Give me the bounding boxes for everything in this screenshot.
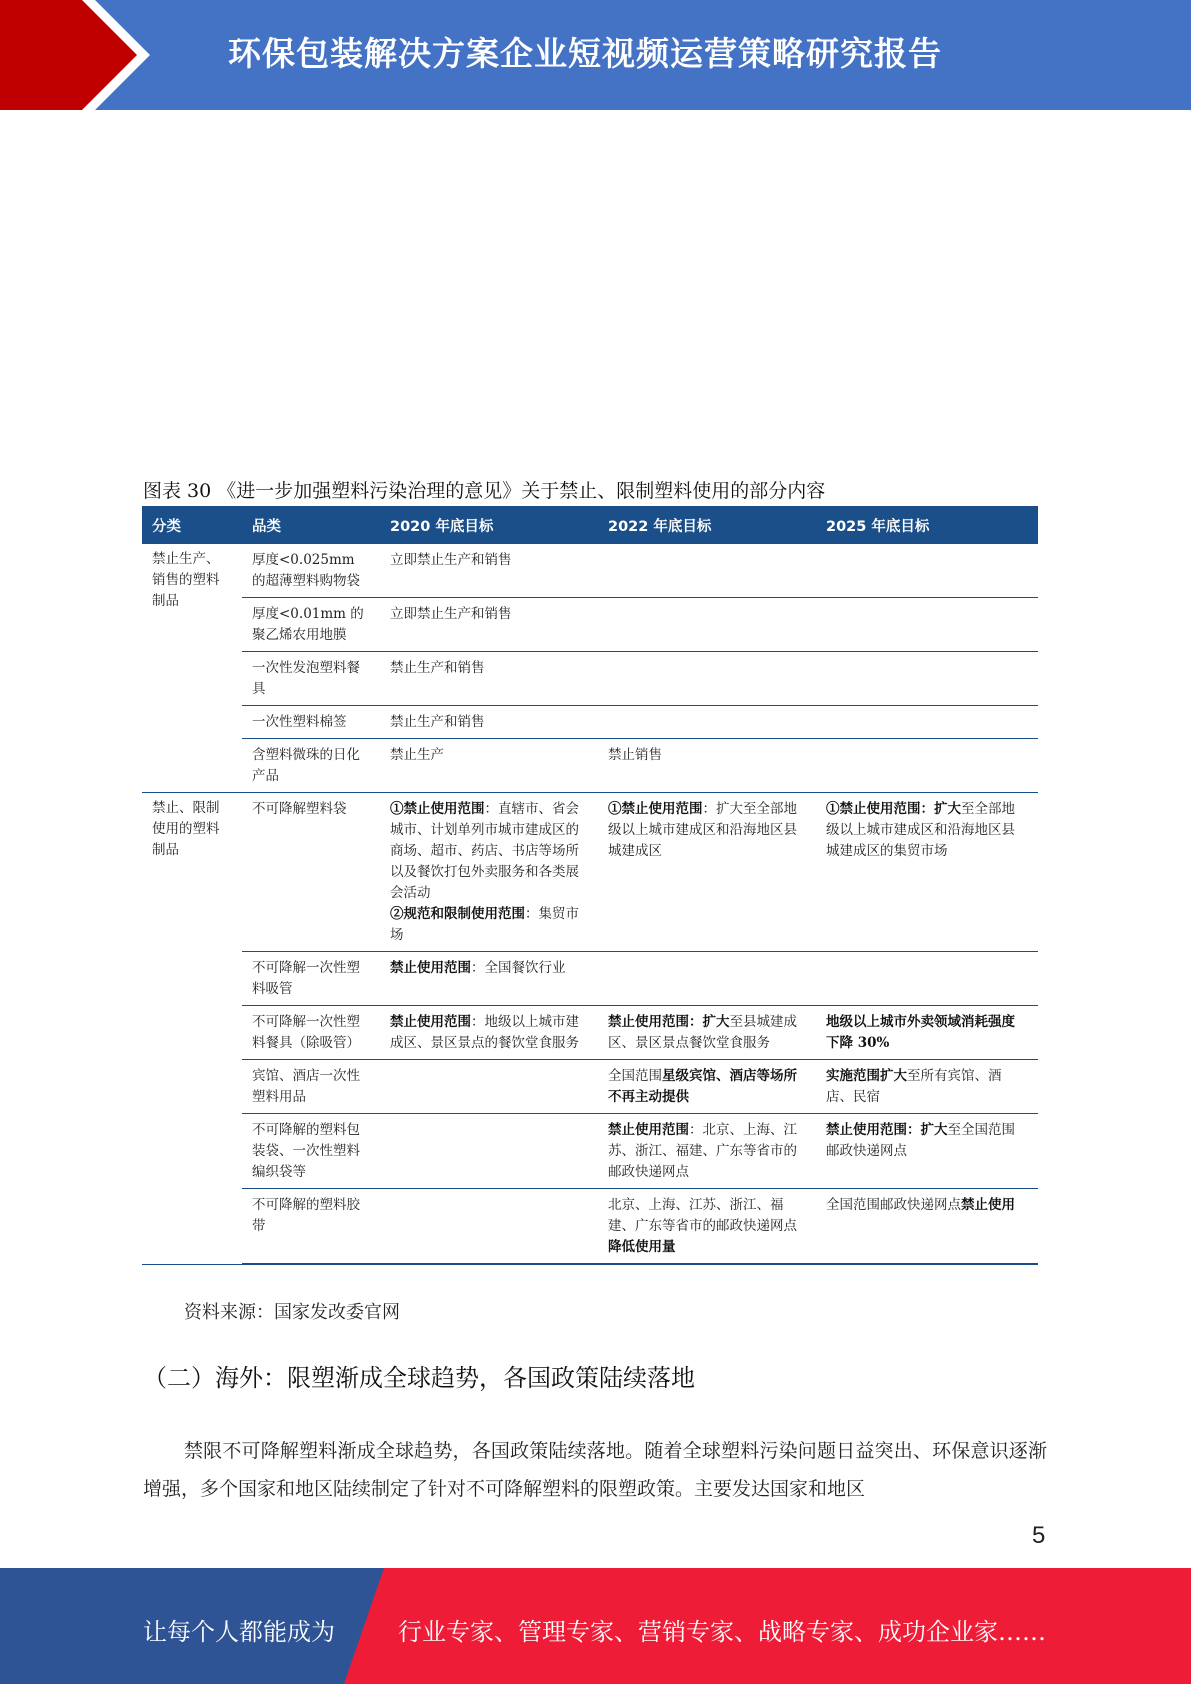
target-2022-cell: 全国范围星级宾馆、酒店等场所不再主动提供 bbox=[598, 1060, 816, 1114]
target-2020-cell: ①禁止使用范围：直辖市、省会城市、计划单列市城市建成区的商场、超市、药店、书店等场所以及餐饮打包外卖服务和各类展会活动 ②规范和限制使用范围：集贸市场 bbox=[380, 793, 598, 952]
category-cell: 禁止生产、销售的塑料制品 bbox=[142, 544, 242, 793]
target-2022-cell: ①禁止使用范围：扩大至全部地级以上城市建成区和沿海地区县城建成区 bbox=[598, 793, 816, 952]
target-2022-cell: 禁止销售 bbox=[598, 739, 816, 793]
target-2025-cell: 实施范围扩大至所有宾馆、酒店、民宿 bbox=[816, 1060, 1038, 1114]
item-cell: 不可降解一次性塑料吸管 bbox=[242, 952, 380, 1006]
table-header-row bbox=[142, 506, 1038, 544]
target-2025-cell bbox=[816, 544, 1038, 598]
target-2025-cell bbox=[816, 652, 1038, 706]
target-2025-cell bbox=[816, 952, 1038, 1006]
column-header: 品类 bbox=[242, 506, 380, 544]
table-row bbox=[142, 739, 1038, 793]
target-2025-cell: 全国范围邮政快递网点禁止使用 bbox=[816, 1189, 1038, 1265]
table-row bbox=[142, 1189, 1038, 1265]
item-cell: 一次性塑料棉签 bbox=[242, 706, 380, 739]
item-cell: 不可降解塑料袋 bbox=[242, 793, 380, 952]
target-2020-cell bbox=[380, 1060, 598, 1114]
item-cell: 含塑料微珠的日化产品 bbox=[242, 739, 380, 793]
table-row bbox=[142, 598, 1038, 652]
item-cell: 不可降解一次性塑料餐具（除吸管） bbox=[242, 1006, 380, 1060]
item-cell: 厚度<0.025mm 的超薄塑料购物袋 bbox=[242, 544, 380, 598]
column-header: 分类 bbox=[142, 506, 242, 544]
bold-term: 星级宾馆、酒店等场所不再主动提供 bbox=[608, 1068, 797, 1105]
bold-term: ②规范和限制使用范围 bbox=[390, 906, 525, 922]
target-2020-cell: 禁止生产和销售 bbox=[380, 706, 598, 739]
target-2025-cell bbox=[816, 706, 1038, 739]
item-cell: 不可降解的塑料包装袋、一次性塑料编织袋等 bbox=[242, 1114, 380, 1189]
policy-table bbox=[142, 506, 1038, 1265]
target-2020-cell: 立即禁止生产和销售 bbox=[380, 598, 598, 652]
target-2020-cell: 禁止使用范围：全国餐饮行业 bbox=[380, 952, 598, 1006]
table-row bbox=[142, 706, 1038, 739]
target-2025-cell bbox=[816, 739, 1038, 793]
page-header bbox=[0, 0, 1191, 110]
column-header: 2025 年底目标 bbox=[816, 506, 1038, 544]
target-2022-cell: 禁止使用范围：扩大至县城建成区、景区景点餐饮堂食服务 bbox=[598, 1006, 816, 1060]
target-2020-cell: 禁止生产和销售 bbox=[380, 652, 598, 706]
item-cell: 宾馆、酒店一次性塑料用品 bbox=[242, 1060, 380, 1114]
bold-term: 禁止使用范围：扩大 bbox=[826, 1122, 948, 1138]
target-2025-cell bbox=[816, 1006, 1038, 1060]
body-paragraph: 禁限不可降解塑料渐成全球趋势，各国政策陆续落地。随着全球塑料污染问题日益突出、环保意识逐渐增强，多个国家和地区陆续制定了针对不可降解塑料的限塑政策。主要发达国家和地区 bbox=[143, 1440, 1047, 1500]
target-2022-cell bbox=[598, 652, 816, 706]
category-cell: 禁止、限制使用的塑料制品 bbox=[142, 793, 242, 1265]
bold-term: 禁止使用范围 bbox=[608, 1122, 689, 1138]
bold-term: 地级以上城市外卖领域消耗强度下降 30% bbox=[826, 1014, 1015, 1051]
column-header: 2020 年底目标 bbox=[380, 506, 598, 544]
target-2022-cell bbox=[598, 952, 816, 1006]
target-2022-cell bbox=[598, 544, 816, 598]
bold-term: 实施范围扩大 bbox=[826, 1068, 907, 1084]
figure-caption: 图表 30 《进一步加强塑料污染治理的意见》关于禁止、限制塑料使用的部分内容 bbox=[143, 480, 826, 502]
item-cell: 厚度<0.01mm 的聚乙烯农用地膜 bbox=[242, 598, 380, 652]
footer-slogan-left: 让每个人都能成为 bbox=[143, 1618, 335, 1646]
table-row bbox=[142, 652, 1038, 706]
section-heading: （二）海外：限塑渐成全球趋势，各国政策陆续落地 bbox=[143, 1364, 695, 1392]
target-2022-cell: 北京、上海、江苏、浙江、福建、广东等省市的邮政快递网点降低使用量 bbox=[598, 1189, 816, 1265]
item-cell: 一次性发泡塑料餐具 bbox=[242, 652, 380, 706]
target-2022-cell bbox=[598, 706, 816, 739]
target-2020-cell bbox=[380, 1114, 598, 1189]
bold-term: ①禁止使用范围 bbox=[608, 801, 703, 817]
table-row bbox=[142, 1114, 1038, 1189]
table-row bbox=[142, 1006, 1038, 1060]
source-note: 资料来源：国家发改委官网 bbox=[184, 1302, 400, 1323]
target-2025-cell: 禁止使用范围：扩大至全国范围邮政快递网点 bbox=[816, 1114, 1038, 1189]
target-2020-cell: 立即禁止生产和销售 bbox=[380, 544, 598, 598]
footer-slogan-right: 行业专家、管理专家、营销专家、战略专家、成功企业家…… bbox=[398, 1618, 1046, 1646]
item-cell: 不可降解的塑料胶带 bbox=[242, 1189, 380, 1265]
target-2022-cell bbox=[598, 598, 816, 652]
bold-term: 禁止使用范围 bbox=[390, 1014, 471, 1030]
target-2020-cell: 禁止生产 bbox=[380, 739, 598, 793]
bold-term: 降低使用量 bbox=[608, 1239, 676, 1255]
column-header: 2022 年底目标 bbox=[598, 506, 816, 544]
bold-term: 禁止使用 bbox=[961, 1197, 1015, 1213]
target-2020-cell bbox=[380, 1189, 598, 1265]
table-row bbox=[142, 544, 1038, 598]
bold-term: ①禁止使用范围：扩大 bbox=[826, 801, 961, 817]
bold-term: 禁止使用范围 bbox=[390, 960, 471, 976]
bold-term: 禁止使用范围：扩大 bbox=[608, 1014, 730, 1030]
page-number: 5 bbox=[1032, 1522, 1046, 1549]
target-2025-cell: ①禁止使用范围：扩大至全部地级以上城市建成区和沿海地区县城建成区的集贸市场 bbox=[816, 793, 1038, 952]
table-row bbox=[142, 952, 1038, 1006]
target-2025-cell bbox=[816, 598, 1038, 652]
target-2022-cell: 禁止使用范围：北京、上海、江苏、浙江、福建、广东等省市的邮政快递网点 bbox=[598, 1114, 816, 1189]
table-row bbox=[142, 1060, 1038, 1114]
report-title: 环保包装解决方案企业短视频运营策略研究报告 bbox=[228, 34, 942, 73]
table-row bbox=[142, 793, 1038, 952]
bold-term: ①禁止使用范围 bbox=[390, 801, 485, 817]
target-2020-cell: 禁止使用范围：地级以上城市建成区、景区景点的餐饮堂食服务 bbox=[380, 1006, 598, 1060]
page-footer bbox=[0, 1568, 1191, 1684]
